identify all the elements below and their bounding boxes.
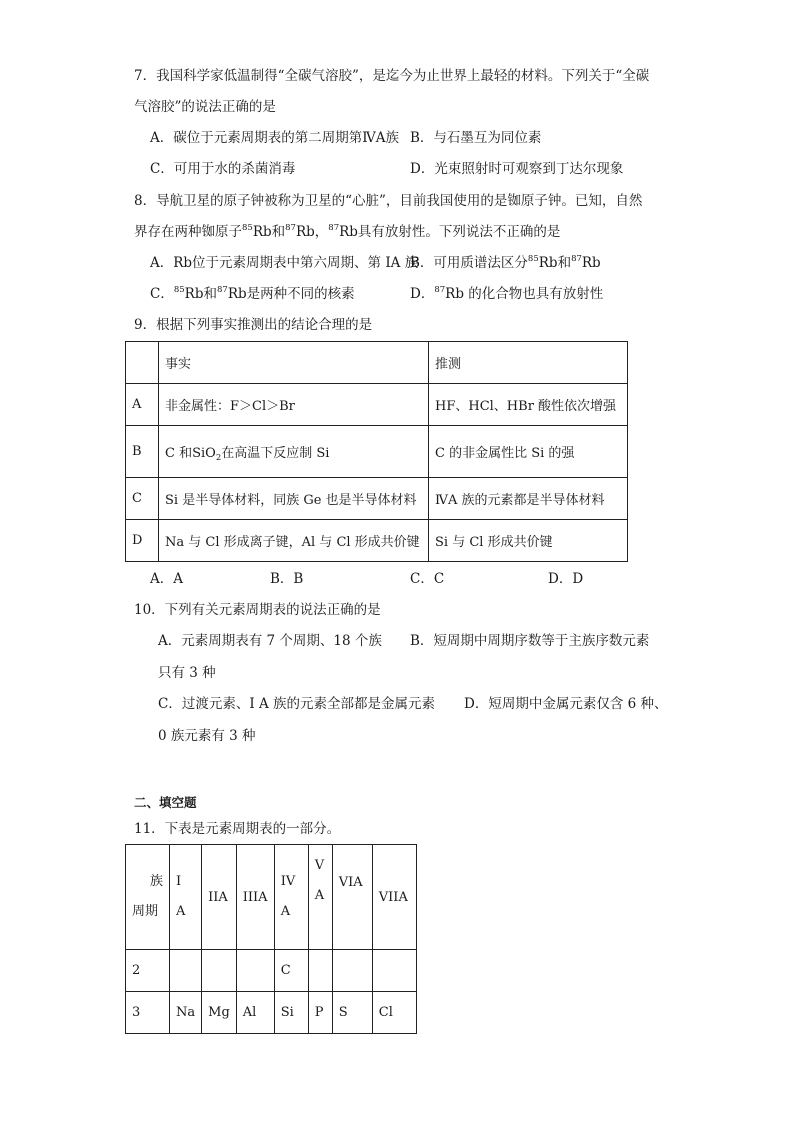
element-cell: C — [274, 950, 308, 992]
q8-option-c: C．$^{85}$Rb和$^{87}$Rb是两种不同的核素 — [150, 285, 355, 302]
q8-stem-line2: 界存在两种铷原子$^{85}$Rb和$^{87}$Rb，$^{87}$Rb具有放射性。下列说法不正确的是 — [134, 223, 561, 240]
table-cell: 非金属性：F＞Cl＞Br — [159, 384, 429, 426]
q10-option-b: B．短周期中周期序数等于主族序数元素 — [410, 633, 650, 649]
q10-stem: 10．下列有关元素周期表的说法正确的是 — [134, 602, 381, 618]
period-label: 3 — [126, 992, 170, 1034]
q9-option-a: A．A — [150, 571, 183, 587]
q10-option-b-continued: 只有 3 种 — [158, 665, 216, 681]
table-header-row — [126, 845, 417, 950]
q10-option-d-continued: 0 族元素有 3 种 — [158, 728, 256, 744]
table-header-cell: 事实 — [159, 342, 429, 384]
element-cell — [372, 950, 416, 992]
table-cell: Si 与 Cl 形成共价键 — [429, 520, 628, 562]
element-cell: Si — [274, 992, 308, 1034]
table-cell: C 的非金属性比 Si 的强 — [429, 426, 628, 478]
element-cell — [202, 950, 237, 992]
q9-option-c: C．C — [410, 571, 445, 587]
q9-stem: 9．根据下列事实推测出的结论合理的是 — [134, 317, 373, 333]
q9-option-d: D．D — [548, 571, 584, 587]
table-cell: C 和SiO$_2$在高温下反应制 Si — [159, 426, 429, 478]
table-cell: ⅣA 族的元素都是半导体材料 — [429, 478, 628, 520]
element-cell: Al — [236, 992, 274, 1034]
group-header-ia: I A — [170, 845, 202, 950]
element-cell: S — [332, 992, 372, 1034]
group-header-iiia: IIIA — [236, 845, 274, 950]
q10-option-c: C．过渡元素、I A 族的元素全部都是金属元素 — [158, 696, 435, 712]
table-row — [126, 426, 628, 478]
table-cell: Na 与 Cl 形成离子键，Al 与 Cl 形成共价键 — [159, 520, 429, 562]
period-label: 2 — [126, 950, 170, 992]
table-row — [126, 478, 628, 520]
q10-option-a: A．元素周期表有 7 个周期、18 个族 — [158, 633, 382, 649]
element-cell — [308, 950, 332, 992]
table-cell: B — [126, 426, 159, 478]
q11-stem: 11．下表是元素周期表的一部分。 — [134, 821, 341, 837]
q9-option-b: B．B — [270, 571, 304, 587]
table-cell: Si 是半导体材料，同族 Ge 也是半导体材料 — [159, 478, 429, 520]
corner-cell: 族 周期 — [126, 845, 170, 950]
table-row — [126, 992, 417, 1034]
element-cell: Cl — [372, 992, 416, 1034]
table-cell: HF、HCl、HBr 酸性依次增强 — [429, 384, 628, 426]
table-row — [126, 384, 628, 426]
periodic-table-fragment — [125, 844, 417, 1034]
q8-stem-line1: 8．导航卫星的原子钟被称为卫星的“心脏”，目前我国使用的是铷原子钟。已知，自然 — [134, 193, 643, 209]
section-heading: 二、填空题 — [134, 795, 197, 810]
table-cell: D — [126, 520, 159, 562]
element-cell — [236, 950, 274, 992]
element-cell: Na — [170, 992, 202, 1034]
group-header-iva: IV A — [274, 845, 308, 950]
group-header-va: V A — [308, 845, 332, 950]
q7-stem-line2: 气溶胶”的说法正确的是 — [134, 99, 276, 115]
q9-table — [125, 341, 628, 562]
group-header-iia: IIA — [202, 845, 237, 950]
element-cell: P — [308, 992, 332, 1034]
table-header-cell — [126, 342, 159, 384]
group-header-via: VIA — [332, 845, 372, 950]
table-header-row — [126, 342, 628, 384]
element-cell — [170, 950, 202, 992]
q7-option-b: B．与石墨互为同位素 — [410, 130, 542, 146]
element-cell — [332, 950, 372, 992]
q7-option-a: A．碳位于元素周期表的第二周期第ⅣA族 — [150, 130, 399, 146]
table-header-cell: 推测 — [429, 342, 628, 384]
q7-option-d: D．光束照射时可观察到丁达尔现象 — [410, 161, 624, 177]
table-row — [126, 520, 628, 562]
q10-option-d: D．短周期中金属元素仅含 6 种、 — [464, 696, 668, 712]
table-row — [126, 950, 417, 992]
table-cell: C — [126, 478, 159, 520]
q8-option-d: D．$^{87}$Rb 的化合物也具有放射性 — [410, 285, 604, 302]
table-cell: A — [126, 384, 159, 426]
q7-stem-line1: 7．我国科学家低温制得“全碳气溶胶”，是迄今为止世界上最轻的材料。下列关于“全碳 — [134, 68, 650, 84]
q8-option-b: B．可用质谱法区分$^{85}$Rb和$^{87}$Rb — [410, 254, 601, 271]
q7-option-c: C．可用于水的杀菌消毒 — [150, 161, 296, 177]
group-header-viia: VIIA — [372, 845, 416, 950]
element-cell: Mg — [202, 992, 237, 1034]
q8-option-a: A．Rb位于元素周期表中第六周期、第 IA 族 — [150, 255, 419, 271]
